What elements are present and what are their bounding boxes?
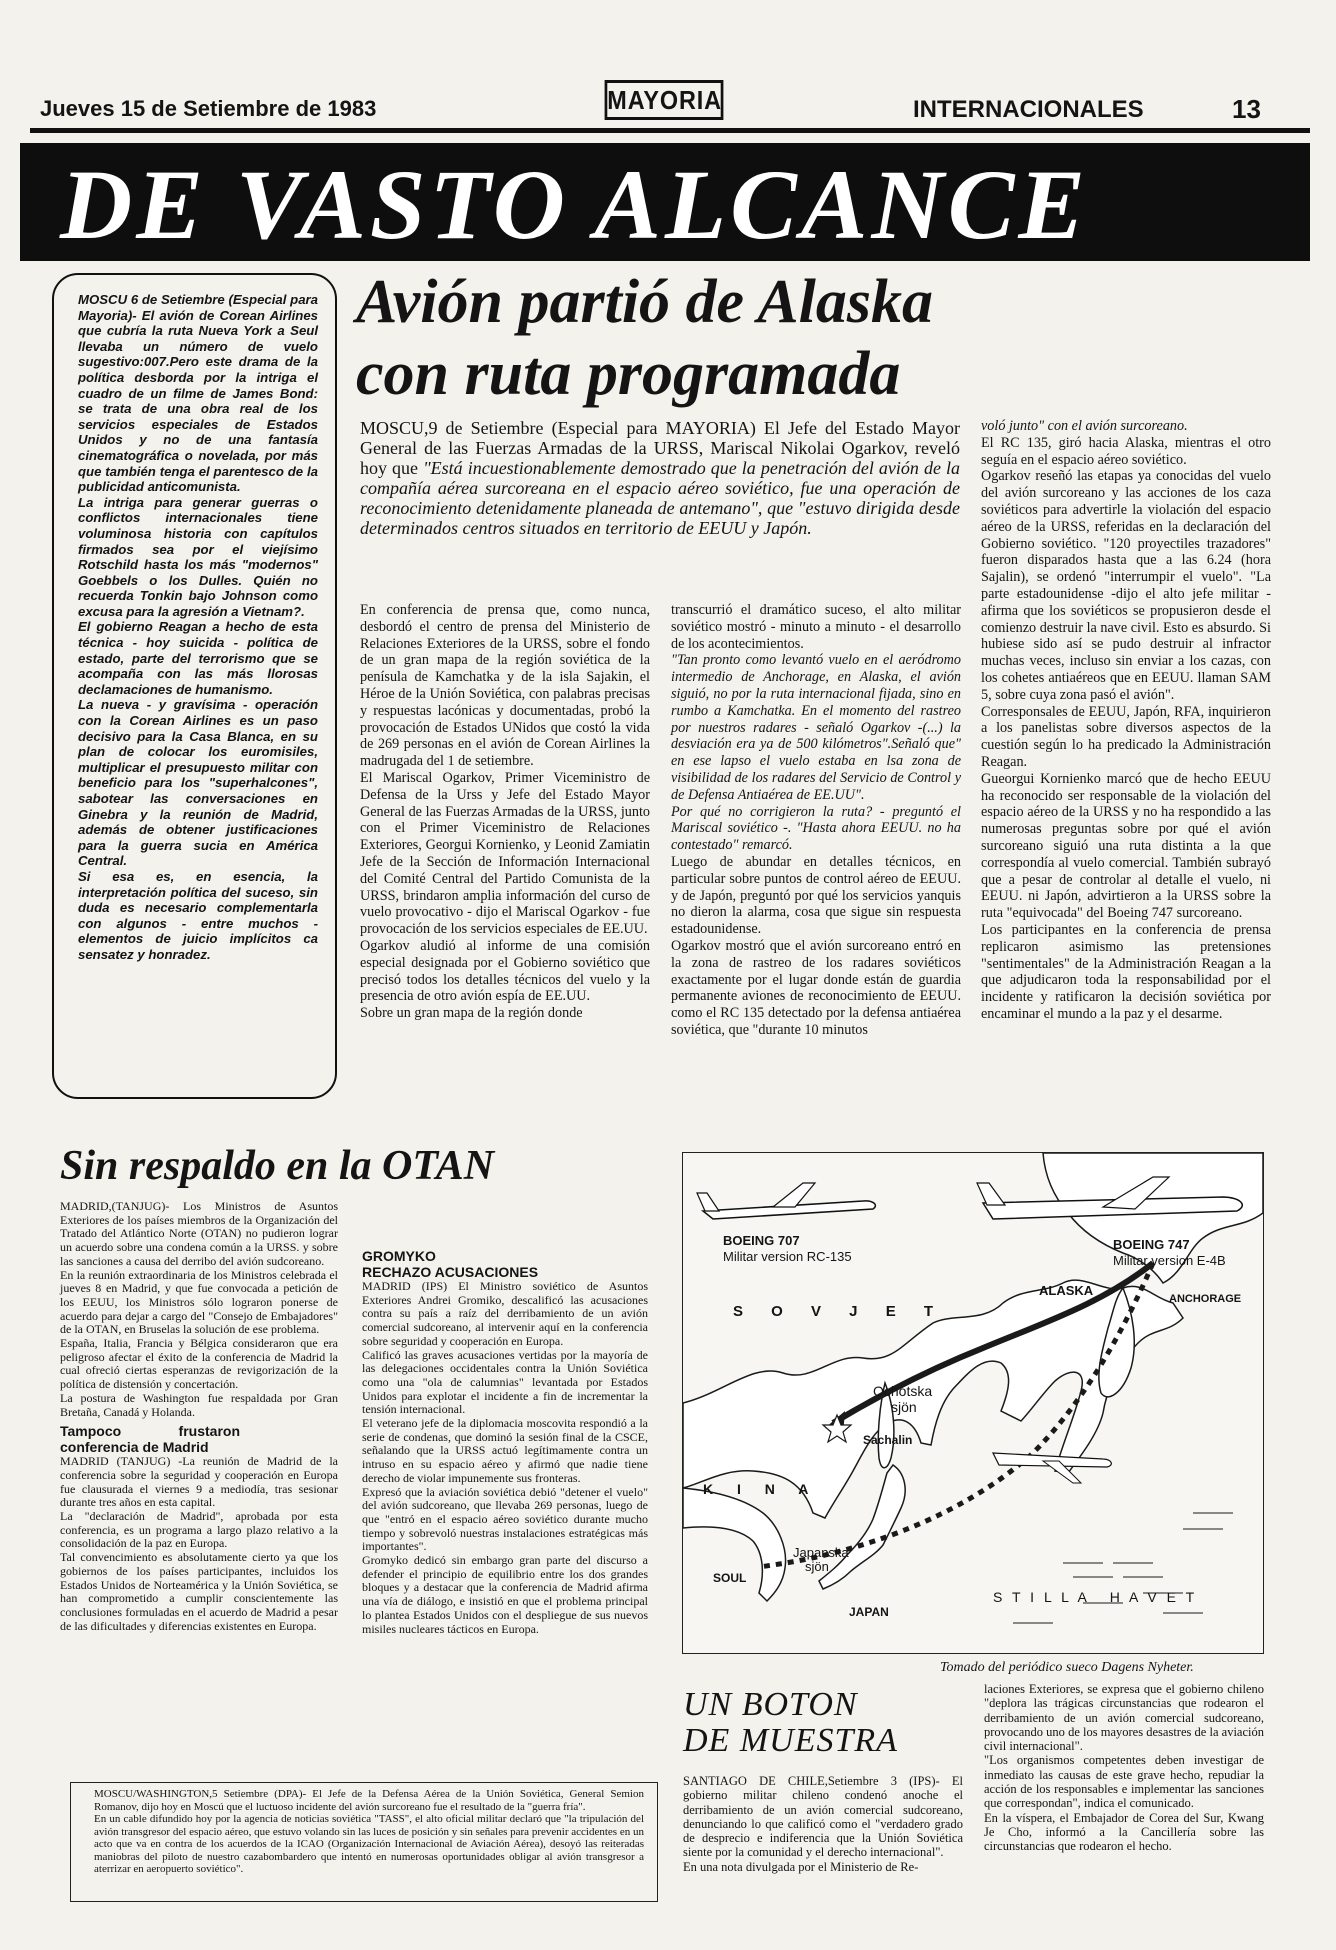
section-name: INTERNACIONALES: [913, 96, 1144, 123]
c1-p1: En conferencia de prensa que, como nunca, desbordó el centro de prensa del Ministerio de Relaciones Exteriores de la URSS, sobre el fondo de un gran mapa de la región soviética de la penísula de Kamchatka y de la isla Sajakin, el Héroe de la Unión Soviética, con palabras precisas y respuestas lacónicas y documentadas, probó la provocación de Estados UNidos que costó la vida de 269 personas en el avión de Corean Airlines la madrugada del 1 de setiembre.: [360, 602, 650, 770]
c3-p4: Corresponsales de EEUU, Japón, RFA, inquirieron a los panelistas sobre diversos aspectos de la cuestión según lo ha predicado la Administración Reagan.: [981, 703, 1271, 770]
otan-c2-p3: El veterano jefe de la diplomacia moscovita respondió a la serie de condenas, que dominó la sesión final de la CSCE, señalando que la URSS actuó legítimamente contra un intruso en su espacio aéreo y afirmó que nadie tiene derecho de violar impunemente sus fronteras.: [362, 1416, 648, 1485]
otan-c1-p1: MADRID,(TANJUG)- Los Ministros de Asuntos Exteriores de los países miembros de la Organización del Tratado del Atlántico Norte (OTAN) no pudieron lograr un acuerdo sobre una condena común a la URSS. y sobre las sanciones a causa del derribo del avión sudcoreano.: [60, 1199, 338, 1268]
otan-c2-p4: Expresó que la aviación soviética debió "detener el vuelo" del avión sudcoreano, que llevaba 269 personas, luego de que "entró en el espacio aéreo soviético durante mucho tiempo y sobrevoló nuestras instalaciones estratégicas más importantes".: [362, 1484, 648, 1554]
sidebar-text: [78, 292, 318, 963]
label-japanska: Japanska: [793, 1545, 849, 1560]
c2-p3: Por qué no corrigieron la ruta? - preguntó el Mariscal soviético -. "Hasta ahora EEUU. no ha contestado" remarcó.: [671, 803, 961, 854]
label-ochotska-sjon: sjön: [891, 1399, 917, 1415]
box-note-p2: En un cable difundido hoy por la agencia de noticias soviética "TASS", el alto oficial militar declaró que "la tripulación del avión transgresor del espacio aéreo, que estuvo volando sin las luces de posición y sin señales para prevenir accidentes en un acto que va en contra de los acuerdos de la ICAO (Organización Internacional de Aviación Aérea), desoyó las reiteradas maniobras del piloto de nuestro cazabombardero que intentó en numerosas oportunidades obligar al avión transgresor a aterrizar en aeropuerto soviético".: [94, 1813, 644, 1875]
box-note-text: [94, 1788, 644, 1876]
otan-c2-p5: Gromyko dedicó sin embargo gran parte del discurso a defender el principio de equilibrio entre los dos grandes bloques y a destacar que la conferencia de Madrid afirma una vía de diálogo, e insistió en que el problema principal lo plantea Estados Unidos con el despliegue de sus nuevos misiles nucleares tácticos en Europa.: [362, 1553, 648, 1636]
c3-p1: voló junto" con el avión surcoreano.: [981, 418, 1188, 434]
label-boeing707-1: BOEING 707: [723, 1233, 800, 1248]
map-drawing: [683, 1153, 1263, 1653]
boeing707-plane: [697, 1183, 875, 1219]
boton-c2-p3: En la víspera, el Embajador de Corea del Sur, Kwang Je Cho, informó a la Cancillería sobre las circunstancias que rodearon el hecho.: [984, 1810, 1264, 1854]
label-japanska-sjon: sjön: [805, 1559, 829, 1574]
label-soul: SOUL: [713, 1571, 747, 1585]
label-japan: JAPAN: [849, 1605, 889, 1619]
otan-c1-p3: España, Italia, Francia y Bélgica consideraron que era peligroso afectar el éxito de la conferencia de Madrid la cual ofreció ciertas esperanzas de revigorización de la política de distensión y concertación.: [60, 1336, 338, 1392]
label-boeing747-2: Militar version E-4B: [1113, 1253, 1226, 1268]
otan-c1-p4: La postura de Washington fue respaldada por Gran Bretaña, Canadá y Holanda.: [60, 1390, 338, 1419]
label-sovjet: S O V J E T: [733, 1303, 946, 1320]
otan-c1-p2: En la reunión extraordinaria de los Ministros celebrada el jueves 8 en Madrid, y que fue convocada a petición de los EEUU, los Ministros sólo lograron ponerse de acuerdo para dejar a cargo del "Consejo de Embajadores" de la OTAN, en Bruselas la solución de ese problema.: [60, 1267, 338, 1337]
banner-title: DE VASTO ALCANCE: [60, 149, 1090, 260]
label-anchorage: ANCHORAGE: [1169, 1293, 1242, 1305]
c3-p2: El RC 135, giró hacia Alaska, mientras el otro seguía en el espacio aéreo soviético.: [981, 434, 1271, 468]
c1-p4: Sobre un gran mapa de la región donde: [360, 1005, 583, 1022]
c2-p2: "Tan pronto como levantó vuelo en el aeródromo intermedio de Anchorage, en Alaska, el avión siguió, no por la ruta internacional fijada, sino en rumbo a Kamchatka. En el momento del rastreo por nuestros radares - señaló Ogarkov -(...) la desviación era ya de 500 kilómetros".Señaló que" en ese lapso el vuelo estaba en lsa zona de visibilidad de los radares del Servicio de Control y de Defensa Antiaérea de EE.UU".: [671, 652, 961, 803]
label-ochotska: Ochotska: [873, 1383, 933, 1399]
boton-title-2: DE MUESTRA: [683, 1722, 898, 1759]
sidebar-p4: La nueva - y gravísima - operación con la Corean Airlines es un paso decisivo para la Casa Blanca, en su plan de colocar los euromisiles, multiplicar el presupuesto militar con beneficio para los "superhalcones", sabotear las conversaciones en Ginebra y la reunión de Madrid, además de obtener justificaciones para la guerra sucia en América Central.: [78, 697, 318, 869]
c3-p6: Los participantes en la conferencia de prensa replicaron asimismo las pretensiones "sentimentales" de la Administración Reagan a la que adjudicaron toda la responsabilidad por el incidente y ratificaron la decisión soviética por encaminar el mundo a la paz y el desarme.: [981, 921, 1271, 1022]
otan-column-1: [60, 1200, 338, 1633]
otan-subhead-2: GROMYKO: [362, 1248, 436, 1264]
airliner-icon: [993, 1453, 1111, 1483]
otan-c2-p1: MADRID (IPS) El Ministro soviético de Asuntos Exteriores Andrei Gromiko, descalificó las acusaciones contra su país a raíz del derribamiento de un avión comercial sudcoreano, al intervenir aquí en la conferencia sobre seguridad y cooperación en Europa.: [362, 1279, 648, 1348]
headline-line1: Avión partió de Alaska: [356, 268, 933, 336]
boton-column-2: [984, 1682, 1264, 1854]
label-alaska: ALASKA: [1039, 1283, 1094, 1298]
label-boeing707-2: Militar version RC-135: [723, 1249, 852, 1264]
map-caption: Tomado del periódico sueco Dagens Nyheter.: [940, 1660, 1194, 1675]
sidebar-p5: Si esa es, en esencia, la interpretación política del suceso, sin duda es necesario complementarla con algunos - entre muchos - elementos de juicio implícitos ca sensatez y honradez.: [78, 868, 318, 962]
headline-line2: con ruta programada: [356, 340, 901, 408]
c2-p4: Luego de abundar en detalles técnicos, en particular sobre puntos de control aéreo de EEUU. y de Japón, preguntó por qué los servicios yanquis no dieron la alarma, cosa que sigue sin respuesta estadounidense.: [671, 853, 961, 938]
main-column-3: [981, 418, 1271, 1023]
masthead-text: MAYORIA: [607, 85, 722, 115]
otan-subhead-1: Tampoco frustaron conferencia de Madrid: [60, 1423, 240, 1456]
boton-column-1: [683, 1774, 963, 1874]
c1-p2: El Mariscal Ogarkov, Primer Viceministro de Defensa de la Urss y Jefe del Estado Mayor General de las Fuerzas Armadas de la URSS, junto con el Primer Viceministro de Relaciones Exteriores, Georgui Kornienko, y Leonid Zamiatin Jefe de la Sección de Información Internacional del Comité Central del Partido Comunista de la URSS, brindaron amplia información del curso de vuelo provocativo - dijo el Mariscal Ogarkov - fue provocación de los servicios especiales de EE.UU.: [360, 769, 650, 938]
boton-c1-p2: En una nota divulgada por el Ministerio de Re-: [683, 1859, 919, 1874]
page-number: 13: [1232, 94, 1261, 124]
box-note-p1: MOSCU/WASHINGTON,5 Setiembre (DPA)- El Jefe de la Defensa Aérea de la Unión Soviética, General Semion Romanov, dijo hoy en Moscú que el luctuoso incidente del avión surcoreano fue el resultado de la "guerra fría".: [94, 1788, 644, 1813]
c3-p5: Gueorgui Kornienko marcó que de hecho EEUU ha reconocido ser responsable de la violación del espacio aéreo de la URSS y no ha respondido a las numerosas preguntas sobre por qué el avión surcoreano siguió una ruta distinta a la que correspondía al vuelo comercial. También subrayó que a pesar de controlar al detalle el vuelo, ni EEUU. ni Japón, advirtieron a la URSS sobre la ruta "equivocada" del Boeing 747 surcoreano.: [981, 770, 1271, 922]
label-boeing747-1: BOEING 747: [1113, 1237, 1190, 1252]
sea-waves: [1013, 1513, 1233, 1623]
sidebar-p2: La intriga para generar guerras o conflictos internacionales tiene voluminosa historia con capítulos firmados sea por el viejísimo Rotschild hasta los más "modernos" Goebbels o los Dulles. Quién no recuerda Tonkin bajo Johnson como excusa para la agresión a Vietnam?.: [78, 494, 318, 619]
otan-title: Sin respaldo en la OTAN: [60, 1143, 495, 1189]
otan-c2-p2: Calificó las graves acusaciones vertidas por la mayoría de las delegaciones occidentales contra la Unión Soviética como una "ola de calumnias" levantada por Estados Unidos para explotar el incidente a fin de incrementar la tensión internacional.: [362, 1347, 648, 1417]
c2-p5: Ogarkov mostró que el avión surcoreano entró en la zona de rastreo de los radares soviéticos exactamente por el lugar donde están de guardia permanente aviones de reconocimiento de EEUU. como el RC 135 detectado por la defensa antiaérea soviética, que "durante 10 minutos: [671, 937, 961, 1038]
boton-c2-p2: "Los organismos competentes deben investigar de inmediato las causas de este grave hecho, repudiar la acción de los responsables e implementar las sanciones que correspondan", indica el comunicado.: [984, 1753, 1264, 1811]
header-rule: [30, 128, 1310, 133]
boton-c1-p1: SANTIAGO DE CHILE,Setiembre 3 (IPS)- El gobierno militar chileno condenó anoche el derribamiento de un avión comercial sudcoreano, denunciando lo que calificó como el "verdadero grado de desprecio e indiferencia que la Unión Soviética siente por la comunidad y el derecho internacional".: [683, 1774, 963, 1860]
otan-c1-p7: Tal convencimiento es absolutamente cierto ya que los gobiernos de los países participantes, incluidos los Estados Unidos de Norteamérica y la Unión Soviética, se han comprometido a cumplir conscientemente las conclusiones formuladas en el acuerdo de Madrid a pesar de las dificultades y diferencias existentes en Europa.: [60, 1550, 338, 1633]
otan-column-2: [362, 1200, 648, 1636]
lead-text: MOSCU,9 de Setiembre (Especial para MAYORIA) El Jefe del Estado Mayor General de las Fuerzas Armadas de la URSS, Mariscal Nikolai Ogarkov, reveló hoy que: [360, 418, 960, 478]
c2-p1: transcurrió el dramático suceso, el alto militar soviético mostró - minuto a minuto - el desarrollo de los acontecimientos.: [671, 602, 961, 652]
otan-c1-p5: MADRID (TANJUG) -La reunión de Madrid de la conferencia sobre la seguridad y cooperación en Europa fue clausurada el viernes 9 a mediodía, tras sesionar durante tres años en esta capital.: [60, 1454, 338, 1510]
otan-subhead-3: RECHAZO ACUSACIONES: [362, 1264, 539, 1280]
main-column-2: [671, 602, 961, 1039]
main-column-1: [360, 602, 650, 1022]
masthead-logo: [605, 80, 724, 120]
label-stilla-havet: S T I L L A H A V E T: [993, 1589, 1198, 1605]
sidebar-p3: El gobierno Reagan a hecho de esta técnica - hoy suicida - política de estado, parte del terrorismo que se acompaña con las más llorosas declamaciones de humanismo.: [78, 619, 318, 697]
lead-paragraph: [360, 418, 960, 538]
label-sachalin: Sachalin: [863, 1433, 913, 1447]
boton-title-1: UN BOTON: [683, 1686, 858, 1723]
route-map: [682, 1152, 1264, 1654]
sidebar-p1: MOSCU 6 de Setiembre (Especial para Mayoria)- El avión de Corean Airlines que cubría la ruta Nueva York a Seul llevaba un número de vuelo sugestivo:007.Pero este drama de la política desborda por la intriga el cuadro de un filme de James Bond: se trata de una obra real de los servicios especiales de Estados Unidos y no de una fantasía cinematográfica o novelada, por más que también tenga el parentesco de la publicidad anticomunista.: [78, 292, 318, 495]
header-date: Jueves 15 de Setiembre de 1983: [40, 96, 377, 121]
otan-c1-p6: La "declaración de Madrid", aprobada por esta conferencia, es un programa a largo plazo relativo a la consolidación de la paz en Europa.: [60, 1509, 338, 1551]
label-kina: K I N A: [703, 1481, 819, 1497]
lead-quote: "Está incuestionablemente demostrado que la penetración del avión de la compañía aérea surcoreana en el espacio aéreo soviético, fue una operación de reconocimiento detenidamente planeada de antemano", que "estuvo dirigida desde determinados centros situados en territorio de EEUU y Japón.: [360, 458, 960, 538]
boton-c2-p1: laciones Exteriores, se expresa que el gobierno chileno "deplora las trágicas circunstancias que rodearon el derribamiento de un avión comercial sudcoreano, provocando uno de los mayores desastres de la aviación civil internacional".: [984, 1682, 1264, 1754]
c3-p3: Ogarkov reseñó las etapas ya conocidas del vuelo del avión surcoreano y las acciones de los caza soviéticos para advertirle la violación del espacio aéreo de la URSS, referidas en la declaración del Gobierno soviético. "120 proyectiles trazadores" fueron disparados hasta que a las 6.24 (hora Sajalin), se ordenó "interrumpir el vuelo". "La parte estadounidense -dijo el alto jefe militar -afirma que los soviéticos se propusieron desde el comienzo destruir la nave civil. Esto es absurdo. Si hubiese sido así se pudo destruir al infractor muchas veces, incluso sin enviar a los cazas, con los cohetes antiaéreos que en EEUU. llaman SAM 5, sobre cuya zona pasó el avión".: [981, 468, 1271, 703]
c1-p3: Ogarkov aludió al informe de una comisión especial designada por el Gobierno soviético que precisó todos los detalles técnicos del vuelo y la presencia de otro avión espía de EE.UU.: [360, 937, 650, 1005]
